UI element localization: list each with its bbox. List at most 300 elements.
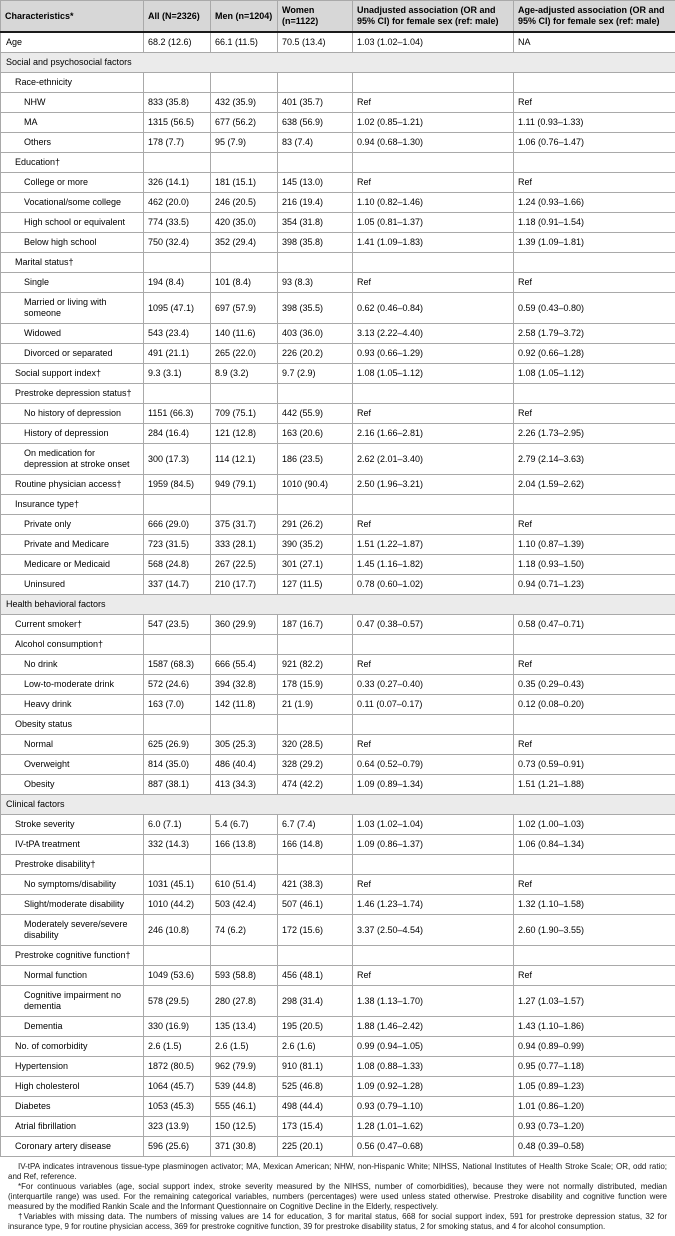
table-row xyxy=(1,655,675,675)
cell-value xyxy=(278,855,353,875)
cell-value: 596 (25.6) xyxy=(144,1137,211,1157)
cell-value xyxy=(353,153,514,173)
cell-value: 1095 (47.1) xyxy=(144,293,211,324)
cell-value: 305 (25.3) xyxy=(211,735,278,755)
cell-value: 2.60 (1.90–3.55) xyxy=(514,915,675,946)
table-row xyxy=(1,735,675,755)
cell-value xyxy=(278,635,353,655)
cell-value: Ref xyxy=(353,515,514,535)
row-label: Private and Medicare xyxy=(1,535,144,555)
cell-value: 525 (46.8) xyxy=(278,1077,353,1097)
cell-value xyxy=(144,153,211,173)
cell-value: 0.93 (0.79–1.10) xyxy=(353,1097,514,1117)
table-row xyxy=(1,515,675,535)
row-label: No history of depression xyxy=(1,404,144,424)
cell-value: 1.43 (1.10–1.86) xyxy=(514,1017,675,1037)
cell-value xyxy=(353,946,514,966)
cell-value: 814 (35.0) xyxy=(144,755,211,775)
cell-value xyxy=(278,715,353,735)
cell-value: 2.6 (1.6) xyxy=(278,1037,353,1057)
cell-value: 1053 (45.3) xyxy=(144,1097,211,1117)
section-label: Social and psychosocial factors xyxy=(1,53,675,73)
cell-value: 323 (13.9) xyxy=(144,1117,211,1137)
subsection-row xyxy=(1,153,675,173)
table-row xyxy=(1,273,675,293)
table-row xyxy=(1,575,675,595)
cell-value: 0.78 (0.60–1.02) xyxy=(353,575,514,595)
cell-value: 507 (46.1) xyxy=(278,895,353,915)
row-label: Vocational/some college xyxy=(1,193,144,213)
cell-value: 578 (29.5) xyxy=(144,986,211,1017)
cell-value: 833 (35.8) xyxy=(144,93,211,113)
table-row xyxy=(1,1037,675,1057)
table-row xyxy=(1,475,675,495)
row-label: Social support index† xyxy=(1,364,144,384)
cell-value: Ref xyxy=(353,966,514,986)
cell-value: 1.10 (0.82–1.46) xyxy=(353,193,514,213)
cell-value: 1.05 (0.89–1.23) xyxy=(514,1077,675,1097)
table-footnotes xyxy=(0,1157,675,1236)
cell-value: 0.33 (0.27–0.40) xyxy=(353,675,514,695)
cell-value: 127 (11.5) xyxy=(278,575,353,595)
row-label: Obesity status xyxy=(1,715,144,735)
cell-value: 1.51 (1.21–1.88) xyxy=(514,775,675,795)
cell-value: 246 (10.8) xyxy=(144,915,211,946)
cell-value xyxy=(353,635,514,655)
cell-value: 21 (1.9) xyxy=(278,695,353,715)
cell-value xyxy=(144,715,211,735)
footnote-1: *For continuous variables (age, social support index, stroke severity measured by the NIHSS, number of comorbidities), because they were not normally distributed, median (interquartile range) was used. For the remaining categorical variables, numbers (percentages) were used unless stated otherwise. Prestroke disability and cognitive function were measured by the modified Rankin Scale and the Informant Questionnaire on Cognitive Decline in the Elderly, respectively. xyxy=(8,1182,667,1212)
cell-value: 267 (22.5) xyxy=(211,555,278,575)
cell-value: 1.09 (0.92–1.28) xyxy=(353,1077,514,1097)
cell-value: 498 (44.4) xyxy=(278,1097,353,1117)
cell-value: NA xyxy=(514,32,675,53)
subsection-row xyxy=(1,946,675,966)
cell-value: Ref xyxy=(514,735,675,755)
cell-value: 95 (7.9) xyxy=(211,133,278,153)
cell-value: 8.9 (3.2) xyxy=(211,364,278,384)
cell-value: 1.45 (1.16–1.82) xyxy=(353,555,514,575)
table-row xyxy=(1,133,675,153)
table-row xyxy=(1,293,675,324)
cell-value: Ref xyxy=(353,875,514,895)
footnote-2: †Variables with missing data. The numbers of missing values are 14 for education, 3 for marital status, 668 for social support index, 591 for prestroke depression status, 32 for insurance type, 9 for routine physician access, 369 for prestroke cognitive function, 39 for prestroke disability status, 2 for smoking status, and 4 for alcohol consumption. xyxy=(8,1212,667,1232)
table-row xyxy=(1,364,675,384)
row-label: History of depression xyxy=(1,424,144,444)
cell-value: 301 (27.1) xyxy=(278,555,353,575)
cell-value: 0.94 (0.68–1.30) xyxy=(353,133,514,153)
subsection-row xyxy=(1,253,675,273)
row-label: No symptoms/disability xyxy=(1,875,144,895)
cell-value xyxy=(211,855,278,875)
cell-value: 421 (38.3) xyxy=(278,875,353,895)
cell-value: 1010 (44.2) xyxy=(144,895,211,915)
cell-value: 0.12 (0.08–0.20) xyxy=(514,695,675,715)
table-row xyxy=(1,344,675,364)
table-row xyxy=(1,324,675,344)
cell-value xyxy=(278,73,353,93)
cell-value: 352 (29.4) xyxy=(211,233,278,253)
cell-value: 1.02 (1.00–1.03) xyxy=(514,815,675,835)
cell-value xyxy=(353,495,514,515)
cell-value xyxy=(211,253,278,273)
cell-value: 181 (15.1) xyxy=(211,173,278,193)
cell-value: 2.79 (2.14–3.63) xyxy=(514,444,675,475)
row-label: Uninsured xyxy=(1,575,144,595)
cell-value: 114 (12.1) xyxy=(211,444,278,475)
row-label: Heavy drink xyxy=(1,695,144,715)
row-label: Insurance type† xyxy=(1,495,144,515)
cell-value: Ref xyxy=(514,173,675,193)
cell-value: 2.62 (2.01–3.40) xyxy=(353,444,514,475)
cell-value: 666 (29.0) xyxy=(144,515,211,535)
cell-value: 0.95 (0.77–1.18) xyxy=(514,1057,675,1077)
cell-value: 394 (32.8) xyxy=(211,675,278,695)
cell-value: 5.4 (6.7) xyxy=(211,815,278,835)
cell-value: 1872 (80.5) xyxy=(144,1057,211,1077)
cell-value xyxy=(353,253,514,273)
cell-value xyxy=(514,495,675,515)
cell-value xyxy=(144,855,211,875)
cell-value: Ref xyxy=(514,515,675,535)
subsection-row xyxy=(1,635,675,655)
table-row xyxy=(1,615,675,635)
cell-value xyxy=(278,153,353,173)
cell-value: 333 (28.1) xyxy=(211,535,278,555)
cell-value xyxy=(514,253,675,273)
cell-value: 1064 (45.7) xyxy=(144,1077,211,1097)
cell-value xyxy=(211,73,278,93)
cell-value: 0.64 (0.52–0.79) xyxy=(353,755,514,775)
cell-value xyxy=(144,253,211,273)
cell-value: 2.6 (1.5) xyxy=(144,1037,211,1057)
cell-value: 543 (23.4) xyxy=(144,324,211,344)
cell-value: 0.35 (0.29–0.43) xyxy=(514,675,675,695)
cell-value: 332 (14.3) xyxy=(144,835,211,855)
cell-value: 140 (11.6) xyxy=(211,324,278,344)
cell-value: 186 (23.5) xyxy=(278,444,353,475)
row-label: Marital status† xyxy=(1,253,144,273)
cell-value: Ref xyxy=(514,966,675,986)
cell-value xyxy=(144,495,211,515)
row-label: Normal xyxy=(1,735,144,755)
cell-value: 462 (20.0) xyxy=(144,193,211,213)
cell-value: 887 (38.1) xyxy=(144,775,211,795)
cell-value: 1.11 (0.93–1.33) xyxy=(514,113,675,133)
cell-value: 300 (17.3) xyxy=(144,444,211,475)
cell-value: 1.32 (1.10–1.58) xyxy=(514,895,675,915)
cell-value: 432 (35.9) xyxy=(211,93,278,113)
cell-value: Ref xyxy=(514,655,675,675)
table-row xyxy=(1,32,675,53)
subsection-row xyxy=(1,855,675,875)
cell-value: 503 (42.4) xyxy=(211,895,278,915)
cell-value xyxy=(514,635,675,655)
cell-value: 1959 (84.5) xyxy=(144,475,211,495)
row-label: Below high school xyxy=(1,233,144,253)
cell-value: 555 (46.1) xyxy=(211,1097,278,1117)
cell-value: 625 (26.9) xyxy=(144,735,211,755)
cell-value xyxy=(353,855,514,875)
row-label: Slight/moderate disability xyxy=(1,895,144,915)
cell-value xyxy=(144,635,211,655)
row-label: College or more xyxy=(1,173,144,193)
cell-value: Ref xyxy=(353,735,514,755)
row-label: IV-tPA treatment xyxy=(1,835,144,855)
row-label: Prestroke depression status† xyxy=(1,384,144,404)
cell-value: 0.94 (0.71–1.23) xyxy=(514,575,675,595)
cell-value: 2.58 (1.79–3.72) xyxy=(514,324,675,344)
cell-value xyxy=(514,153,675,173)
cell-value xyxy=(353,73,514,93)
cell-value: 1.28 (1.01–1.62) xyxy=(353,1117,514,1137)
cell-value xyxy=(353,715,514,735)
row-label: Normal function xyxy=(1,966,144,986)
section-row xyxy=(1,53,675,73)
cell-value: 2.16 (1.66–2.81) xyxy=(353,424,514,444)
cell-value: 1.38 (1.13–1.70) xyxy=(353,986,514,1017)
table-body xyxy=(1,32,675,1157)
cell-value: 398 (35.5) xyxy=(278,293,353,324)
cell-value: 921 (82.2) xyxy=(278,655,353,675)
cell-value: 774 (33.5) xyxy=(144,213,211,233)
cell-value: 1.09 (0.89–1.34) xyxy=(353,775,514,795)
cell-value: 1.05 (0.81–1.37) xyxy=(353,213,514,233)
cell-value: Ref xyxy=(514,404,675,424)
table-row xyxy=(1,404,675,424)
table-row xyxy=(1,835,675,855)
cell-value: 1031 (45.1) xyxy=(144,875,211,895)
table-row xyxy=(1,966,675,986)
row-label: Prestroke disability† xyxy=(1,855,144,875)
row-label: Widowed xyxy=(1,324,144,344)
cell-value: 166 (14.8) xyxy=(278,835,353,855)
cell-value: 547 (23.5) xyxy=(144,615,211,635)
cell-value: 375 (31.7) xyxy=(211,515,278,535)
column-header-3: Women (n=1122) xyxy=(278,1,353,33)
table-row xyxy=(1,1017,675,1037)
cell-value: 9.3 (3.1) xyxy=(144,364,211,384)
cell-value: Ref xyxy=(514,273,675,293)
cell-value: 66.1 (11.5) xyxy=(211,32,278,53)
row-label: Moderately severe/severe disability xyxy=(1,915,144,946)
table-row xyxy=(1,444,675,475)
cell-value: 572 (24.6) xyxy=(144,675,211,695)
cell-value xyxy=(514,73,675,93)
table-row xyxy=(1,193,675,213)
subsection-row xyxy=(1,495,675,515)
cell-value: Ref xyxy=(353,404,514,424)
cell-value: 0.92 (0.66–1.28) xyxy=(514,344,675,364)
row-label: Medicare or Medicaid xyxy=(1,555,144,575)
row-label: Divorced or separated xyxy=(1,344,144,364)
cell-value xyxy=(144,384,211,404)
row-label: Age xyxy=(1,32,144,53)
table-row xyxy=(1,424,675,444)
table-row xyxy=(1,113,675,133)
cell-value: 1315 (56.5) xyxy=(144,113,211,133)
cell-value: 962 (79.9) xyxy=(211,1057,278,1077)
cell-value: 166 (13.8) xyxy=(211,835,278,855)
cell-value: 0.94 (0.89–0.99) xyxy=(514,1037,675,1057)
cell-value: 1.39 (1.09–1.81) xyxy=(514,233,675,253)
cell-value: 2.6 (1.5) xyxy=(211,1037,278,1057)
cell-value xyxy=(211,495,278,515)
section-label: Health behavioral factors xyxy=(1,595,675,615)
table-row xyxy=(1,675,675,695)
section-label: Clinical factors xyxy=(1,795,675,815)
cell-value xyxy=(144,73,211,93)
cell-value xyxy=(211,153,278,173)
cell-value xyxy=(211,384,278,404)
cell-value xyxy=(278,946,353,966)
cell-value: 610 (51.4) xyxy=(211,875,278,895)
cell-value: 3.13 (2.22–4.40) xyxy=(353,324,514,344)
cell-value: 0.11 (0.07–0.17) xyxy=(353,695,514,715)
section-row xyxy=(1,795,675,815)
cell-value: 9.7 (2.9) xyxy=(278,364,353,384)
cell-value: 1.10 (0.87–1.39) xyxy=(514,535,675,555)
cell-value: 0.93 (0.66–1.29) xyxy=(353,344,514,364)
table-row xyxy=(1,915,675,946)
cell-value: 1.51 (1.22–1.87) xyxy=(353,535,514,555)
cell-value: 226 (20.2) xyxy=(278,344,353,364)
column-header-2: Men (n=1204) xyxy=(211,1,278,33)
cell-value: 2.04 (1.59–2.62) xyxy=(514,475,675,495)
cell-value: 178 (7.7) xyxy=(144,133,211,153)
row-label: MA xyxy=(1,113,144,133)
column-header-1: All (N=2326) xyxy=(144,1,211,33)
cell-value xyxy=(211,946,278,966)
cell-value: 3.37 (2.50–4.54) xyxy=(353,915,514,946)
table-row xyxy=(1,815,675,835)
cell-value: 284 (16.4) xyxy=(144,424,211,444)
cell-value: 210 (17.7) xyxy=(211,575,278,595)
cell-value: Ref xyxy=(514,93,675,113)
cell-value: 150 (12.5) xyxy=(211,1117,278,1137)
row-label: On medication for depression at stroke onset xyxy=(1,444,144,475)
table-row xyxy=(1,213,675,233)
row-label: Diabetes xyxy=(1,1097,144,1117)
cell-value: Ref xyxy=(353,273,514,293)
cell-value: 0.62 (0.46–0.84) xyxy=(353,293,514,324)
subsection-row xyxy=(1,384,675,404)
cell-value: 1.03 (1.02–1.04) xyxy=(353,815,514,835)
row-label: Coronary artery disease xyxy=(1,1137,144,1157)
column-header-5: Age-adjusted association (OR and 95% CI) for female sex (ref: male) xyxy=(514,1,675,33)
table-row xyxy=(1,775,675,795)
cell-value: 371 (30.8) xyxy=(211,1137,278,1157)
cell-value: 337 (14.7) xyxy=(144,575,211,595)
cell-value: 442 (55.9) xyxy=(278,404,353,424)
row-label: Obesity xyxy=(1,775,144,795)
subsection-row xyxy=(1,73,675,93)
cell-value: 491 (21.1) xyxy=(144,344,211,364)
cell-value: 328 (29.2) xyxy=(278,755,353,775)
cell-value: 1.08 (1.05–1.12) xyxy=(514,364,675,384)
row-label: Atrial fibrillation xyxy=(1,1117,144,1137)
cell-value: 638 (56.9) xyxy=(278,113,353,133)
cell-value: 1.09 (0.86–1.37) xyxy=(353,835,514,855)
row-label: No. of comorbidity xyxy=(1,1037,144,1057)
row-label: Routine physician access† xyxy=(1,475,144,495)
cell-value: 265 (22.0) xyxy=(211,344,278,364)
cell-value: 539 (44.8) xyxy=(211,1077,278,1097)
cell-value: 68.2 (12.6) xyxy=(144,32,211,53)
cell-value: 1.06 (0.84–1.34) xyxy=(514,835,675,855)
cell-value: 1010 (90.4) xyxy=(278,475,353,495)
footnote-0: IV-tPA indicates intravenous tissue-type plasminogen activator; MA, Mexican American; NHW, non-Hispanic White; NIHSS, National Institutes of Health Stroke Scale; OR, odd ratio; and Ref, reference. xyxy=(8,1162,667,1182)
cell-value: 101 (8.4) xyxy=(211,273,278,293)
cell-value: 354 (31.8) xyxy=(278,213,353,233)
section-row xyxy=(1,595,675,615)
table-row xyxy=(1,875,675,895)
cell-value: 74 (6.2) xyxy=(211,915,278,946)
cell-value: 326 (14.1) xyxy=(144,173,211,193)
cell-value: 2.26 (1.73–2.95) xyxy=(514,424,675,444)
row-label: Others xyxy=(1,133,144,153)
cell-value: 121 (12.8) xyxy=(211,424,278,444)
row-label: High school or equivalent xyxy=(1,213,144,233)
cell-value: 280 (27.8) xyxy=(211,986,278,1017)
cell-value: Ref xyxy=(353,655,514,675)
cell-value: 298 (31.4) xyxy=(278,986,353,1017)
cell-value: 709 (75.1) xyxy=(211,404,278,424)
cell-value: 70.5 (13.4) xyxy=(278,32,353,53)
cell-value: 187 (16.7) xyxy=(278,615,353,635)
subsection-row xyxy=(1,715,675,735)
cell-value: 135 (13.4) xyxy=(211,1017,278,1037)
cell-value: 403 (36.0) xyxy=(278,324,353,344)
table-row xyxy=(1,1057,675,1077)
cell-value: 474 (42.2) xyxy=(278,775,353,795)
table-row xyxy=(1,695,675,715)
row-label: Alcohol consumption† xyxy=(1,635,144,655)
row-label: Overweight xyxy=(1,755,144,775)
cell-value: 1587 (68.3) xyxy=(144,655,211,675)
row-label: High cholesterol xyxy=(1,1077,144,1097)
column-header-4: Unadjusted association (OR and 95% CI) for female sex (ref: male) xyxy=(353,1,514,33)
cell-value: 178 (15.9) xyxy=(278,675,353,695)
cell-value: 1.46 (1.23–1.74) xyxy=(353,895,514,915)
cell-value: 593 (58.8) xyxy=(211,966,278,986)
cell-value xyxy=(353,384,514,404)
cell-value: 1.01 (0.86–1.20) xyxy=(514,1097,675,1117)
cell-value: 320 (28.5) xyxy=(278,735,353,755)
cell-value: 677 (56.2) xyxy=(211,113,278,133)
cell-value: 1.24 (0.93–1.66) xyxy=(514,193,675,213)
table-row xyxy=(1,555,675,575)
cell-value: 6.7 (7.4) xyxy=(278,815,353,835)
cell-value: 949 (79.1) xyxy=(211,475,278,495)
cell-value: Ref xyxy=(514,875,675,895)
cell-value: 246 (20.5) xyxy=(211,193,278,213)
cell-value: 93 (8.3) xyxy=(278,273,353,293)
table-row xyxy=(1,1097,675,1117)
row-label: Low-to-moderate drink xyxy=(1,675,144,695)
cell-value: 420 (35.0) xyxy=(211,213,278,233)
cell-value xyxy=(278,495,353,515)
row-label: Hypertension xyxy=(1,1057,144,1077)
cell-value: 145 (13.0) xyxy=(278,173,353,193)
table-row xyxy=(1,173,675,193)
cell-value: 1.08 (1.05–1.12) xyxy=(353,364,514,384)
row-label: NHW xyxy=(1,93,144,113)
cell-value xyxy=(278,253,353,273)
cell-value: 225 (20.1) xyxy=(278,1137,353,1157)
row-label: Race-ethnicity xyxy=(1,73,144,93)
cell-value: 0.56 (0.47–0.68) xyxy=(353,1137,514,1157)
